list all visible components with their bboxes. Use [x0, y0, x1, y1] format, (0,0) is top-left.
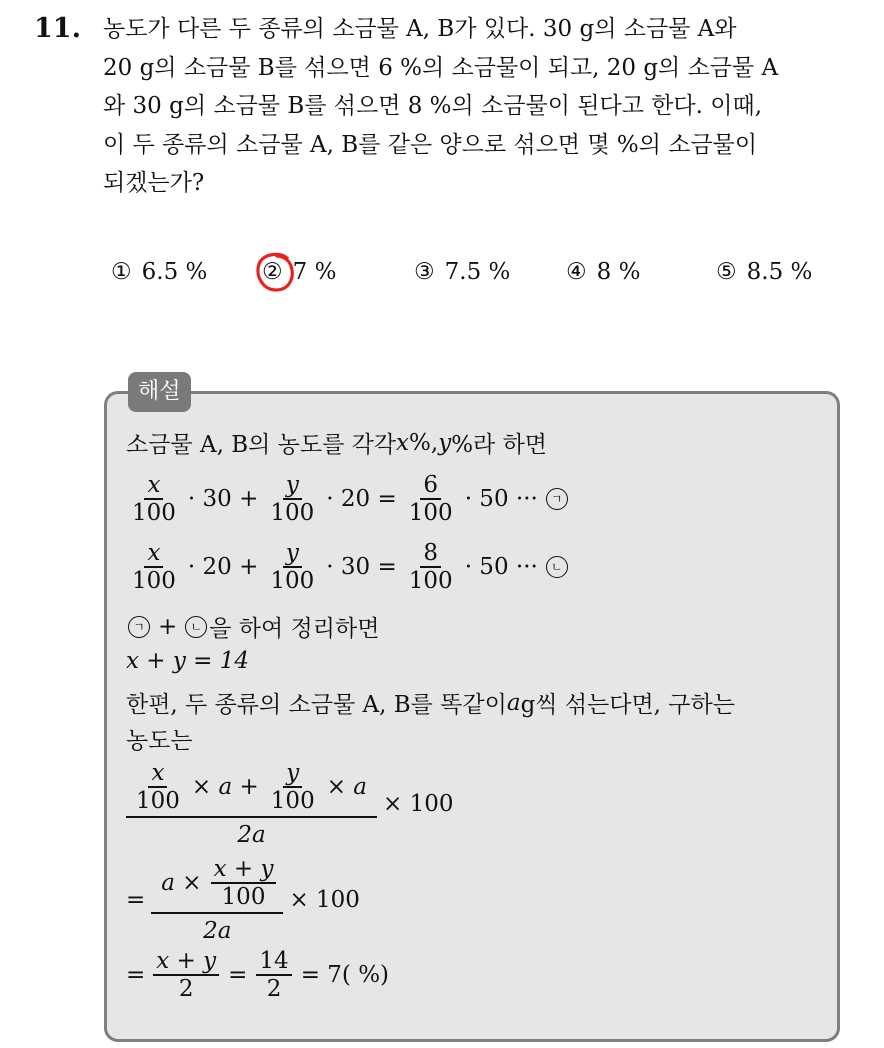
circled-label: ㄴ: [185, 616, 207, 638]
fraction-denominator: 100: [270, 788, 315, 814]
choice-value: 7.5 %: [444, 259, 511, 285]
fraction: [153, 948, 219, 1002]
final-result: [126, 948, 395, 1002]
fraction: [211, 856, 277, 910]
question-line: 이 두 종류의 소금물 A, B를 같은 양으로 섞으면 몇 %의 소금물이: [103, 131, 758, 158]
var-a: a: [506, 689, 521, 716]
question-line: 농도가 다른 두 종류의 소금물 A, B가 있다. 30 g의 소금물 A와: [103, 16, 737, 42]
combine-line: [126, 610, 379, 643]
operator: =: [126, 887, 146, 913]
fraction: [256, 948, 291, 1002]
fraction-denominator: 100: [270, 500, 315, 526]
choice-mark: ③: [414, 259, 435, 285]
fraction-numerator: 14: [256, 948, 291, 976]
question-number: 11.: [34, 13, 81, 44]
compound-denominator: 2a: [237, 822, 266, 848]
operator: · 50 ···: [464, 486, 538, 512]
equation-2: [126, 540, 570, 594]
combine-text: 을 하여 정리하면: [209, 616, 380, 642]
equation-1: [126, 472, 570, 526]
big-fraction-2: [126, 856, 366, 944]
solution-intro: [126, 426, 547, 459]
operator: × 100: [289, 887, 360, 913]
operator: a ×: [161, 870, 202, 896]
fraction: [406, 472, 456, 526]
choice-mark: ①: [111, 259, 132, 285]
concentration-label: 농도는: [126, 728, 193, 754]
fraction: [267, 472, 317, 526]
fraction: [129, 540, 179, 594]
fraction-denominator: 100: [132, 500, 176, 526]
meanwhile-line: [126, 686, 735, 719]
solution-tag: 해설: [128, 372, 191, 412]
choice-mark: ④: [566, 259, 587, 285]
operator: · 30 +: [187, 486, 259, 512]
circled-label: ㄴ: [546, 556, 568, 578]
fraction-numerator: x: [148, 760, 167, 788]
fraction-numerator: x + y: [153, 948, 219, 976]
question-line: 와 30 g의 소금물 B를 섞으면 8 %의 소금물이 된다고 한다. 이때,: [103, 93, 763, 119]
big-fraction-1: [126, 760, 459, 848]
operator: +: [158, 613, 178, 640]
var-x: x: [396, 429, 410, 456]
fraction: [406, 540, 456, 594]
fraction: [268, 760, 318, 814]
choice-1[interactable]: [111, 252, 207, 292]
fraction-numerator: x: [144, 472, 163, 500]
choice-value: 8.5 %: [746, 259, 813, 285]
fraction-numerator: x: [144, 540, 163, 568]
intro-mid: %,: [409, 429, 439, 456]
compound-numerator: [151, 856, 283, 914]
fraction-denominator: 100: [136, 788, 180, 814]
circled-label: ㄱ: [546, 488, 568, 510]
fraction-denominator: 100: [221, 884, 266, 910]
choice-mark: ②: [262, 259, 283, 285]
fraction-numerator: 6: [420, 472, 441, 500]
choice-3[interactable]: [414, 252, 510, 292]
meanwhile-prefix: 한편, 두 종류의 소금물 A, B를 똑같이: [126, 692, 507, 718]
operator: · 30 =: [326, 554, 397, 580]
fraction-denominator: 100: [132, 568, 176, 594]
compound-denominator: 2a: [203, 918, 232, 944]
choice-4[interactable]: [566, 252, 640, 292]
question-text: [103, 10, 863, 203]
question-line: 되겠는가?: [103, 170, 205, 196]
fraction-numerator: y: [283, 540, 302, 568]
choice-2[interactable]: [262, 252, 336, 292]
operator: =: [126, 962, 146, 988]
compound-fraction: [151, 856, 283, 944]
choice-value: 6.5 %: [141, 259, 208, 285]
operator: × 100: [383, 791, 454, 817]
question-line: 20 g의 소금물 B를 섞으면 6 %의 소금물이 되고, 20 g의 소금물 A: [103, 54, 779, 81]
choice-value: 7 %: [292, 259, 337, 285]
operator: · 50 ···: [464, 554, 538, 580]
circled-label: ㄱ: [128, 616, 150, 638]
sum-equation: x + y = 14: [126, 648, 250, 674]
result-text: = 7( %): [300, 962, 390, 988]
fraction-numerator: y: [283, 760, 302, 788]
fraction-denominator: 100: [270, 568, 315, 594]
fraction: [267, 540, 317, 594]
fraction-denominator: 2: [178, 976, 194, 1002]
fraction: [133, 760, 183, 814]
fraction: [129, 472, 179, 526]
compound-fraction: [126, 760, 377, 848]
operator: × a: [326, 774, 367, 800]
operator: × a +: [191, 774, 259, 800]
choice-mark: ⑤: [716, 259, 737, 285]
var-y: y: [438, 429, 452, 456]
answer-choices: [0, 252, 884, 292]
intro-suffix: %라 하면: [451, 432, 548, 458]
fraction-denominator: 100: [408, 568, 453, 594]
fraction-numerator: y: [283, 472, 302, 500]
fraction-denominator: 100: [408, 500, 453, 526]
choice-5[interactable]: [716, 252, 812, 292]
operator: · 20 +: [187, 554, 259, 580]
fraction-denominator: 2: [266, 976, 282, 1002]
choice-value: 8 %: [596, 259, 641, 285]
meanwhile-suffix: g씩 섞는다면, 구하는: [520, 692, 735, 718]
fraction-numerator: x + y: [211, 856, 277, 884]
intro-prefix: 소금물 A, B의 농도를 각각: [126, 432, 397, 458]
fraction-numerator: 8: [420, 540, 441, 568]
operator: =: [228, 962, 248, 988]
compound-numerator: [126, 760, 377, 818]
operator: · 20 =: [326, 486, 397, 512]
